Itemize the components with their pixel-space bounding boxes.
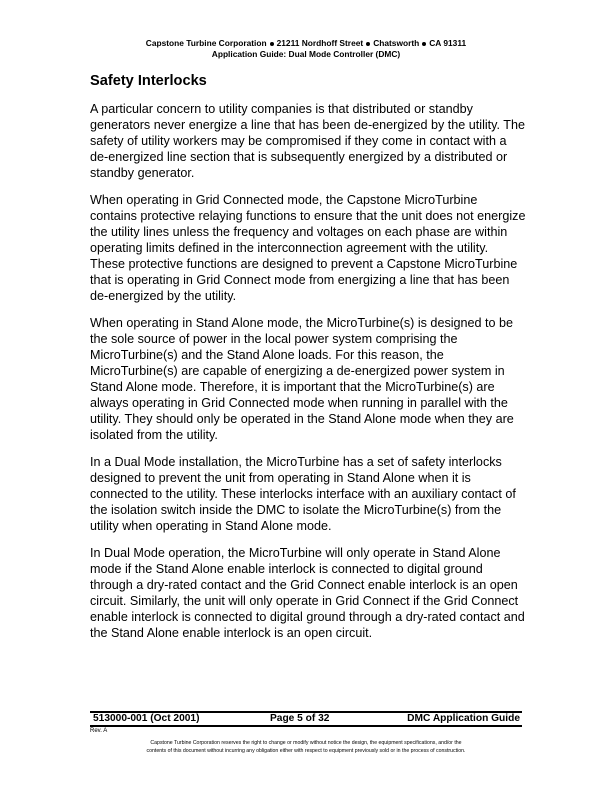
disclaimer-line: contents of this document without incurring any obligation either with respect to equipment previously sold or in the process of construction. [146,748,466,754]
paragraph: A particular concern to utility companies is that distributed or standby generators never energize a line that has been de-energized by the utility. The safety of utility workers may be compromised if they come in contact with a de-energized line section that is subsequently energized by a distributed or standby generator. [90,102,525,180]
paragraph: When operating in Grid Connected mode, the Capstone MicroTurbine contains protective relaying functions to ensure that the unit does not energize the utility lines unless the frequency and voltages on each phase are within operating limits defined in the interconnection agreement with the utility. These protective functions are designed to prevent a Capstone MicroTurbine that is operating in Grid Connect mode from energizing a line that has been de-energized by the utility. [90,193,526,303]
city: Chatsworth [373,38,420,48]
paragraph: When operating in Stand Alone mode, the MicroTurbine(s) is designed to be the sole source of power in the local power system comprising the MicroTurbine(s) and the Stand Alone loads. For this reason, the MicroTurbine(s) are capable of energizing a de-energized power system in Stand Alone mode. Therefore, it is important that the MicroTurbine(s) are always operating in Grid Connected mode when running in parallel with the utility. They should only be operated in the Stand Alone mode when they are isolated from the utility. [90,316,514,442]
section-title: Safety Interlocks [90,73,207,89]
section-body [90,101,526,652]
guide-name: DMC Application Guide [407,713,520,724]
page-number: Page 5 of 32 [270,713,330,724]
company-address-line [0,38,612,49]
guide-title: Application Guide: Dual Mode Controller (DMC) [211,49,401,59]
disclaimer-line: Capstone Turbine Corporation reserves the right to change or modify without notice the design, the equipment specifications, and/or the [150,740,462,746]
paragraph: In Dual Mode operation, the MicroTurbine will only operate in Stand Alone mode if the Stand Alone enable interlock is connected to digital ground through a dry-rated contact and the Grid Connect enable interlock is an open circuit. Similarly, the unit will only operate in Grid Connect if the Grid Connect enable interlock is connected to digital ground through a dry-rated contact and the Stand Alone enable interlock is an open circuit. [90,546,525,640]
page-header [0,38,612,60]
footer-bar [90,711,522,727]
street-address: 21211 Nordhoff Street [276,38,364,48]
bullet-separator-icon [270,42,274,46]
paragraph: In a Dual Mode installation, the MicroTurbine has a set of safety interlocks designed to prevent the unit from operating in Stand Alone when it is connected to the utility. These interlocks interface with an auxiliary contact of the isolation switch inside the DMC to isolate the MicroTurbine(s) from the utility when operating in Stand Alone mode. [90,455,516,533]
revision-label: Rev. A [90,728,108,734]
document-number: 513000-001 (Oct 2001) [93,713,200,724]
disclaimer [84,739,528,755]
company-name: Capstone Turbine Corporation [145,38,267,48]
bullet-separator-icon [422,42,426,46]
state-zip: CA 91311 [429,38,467,48]
bullet-separator-icon [366,42,370,46]
